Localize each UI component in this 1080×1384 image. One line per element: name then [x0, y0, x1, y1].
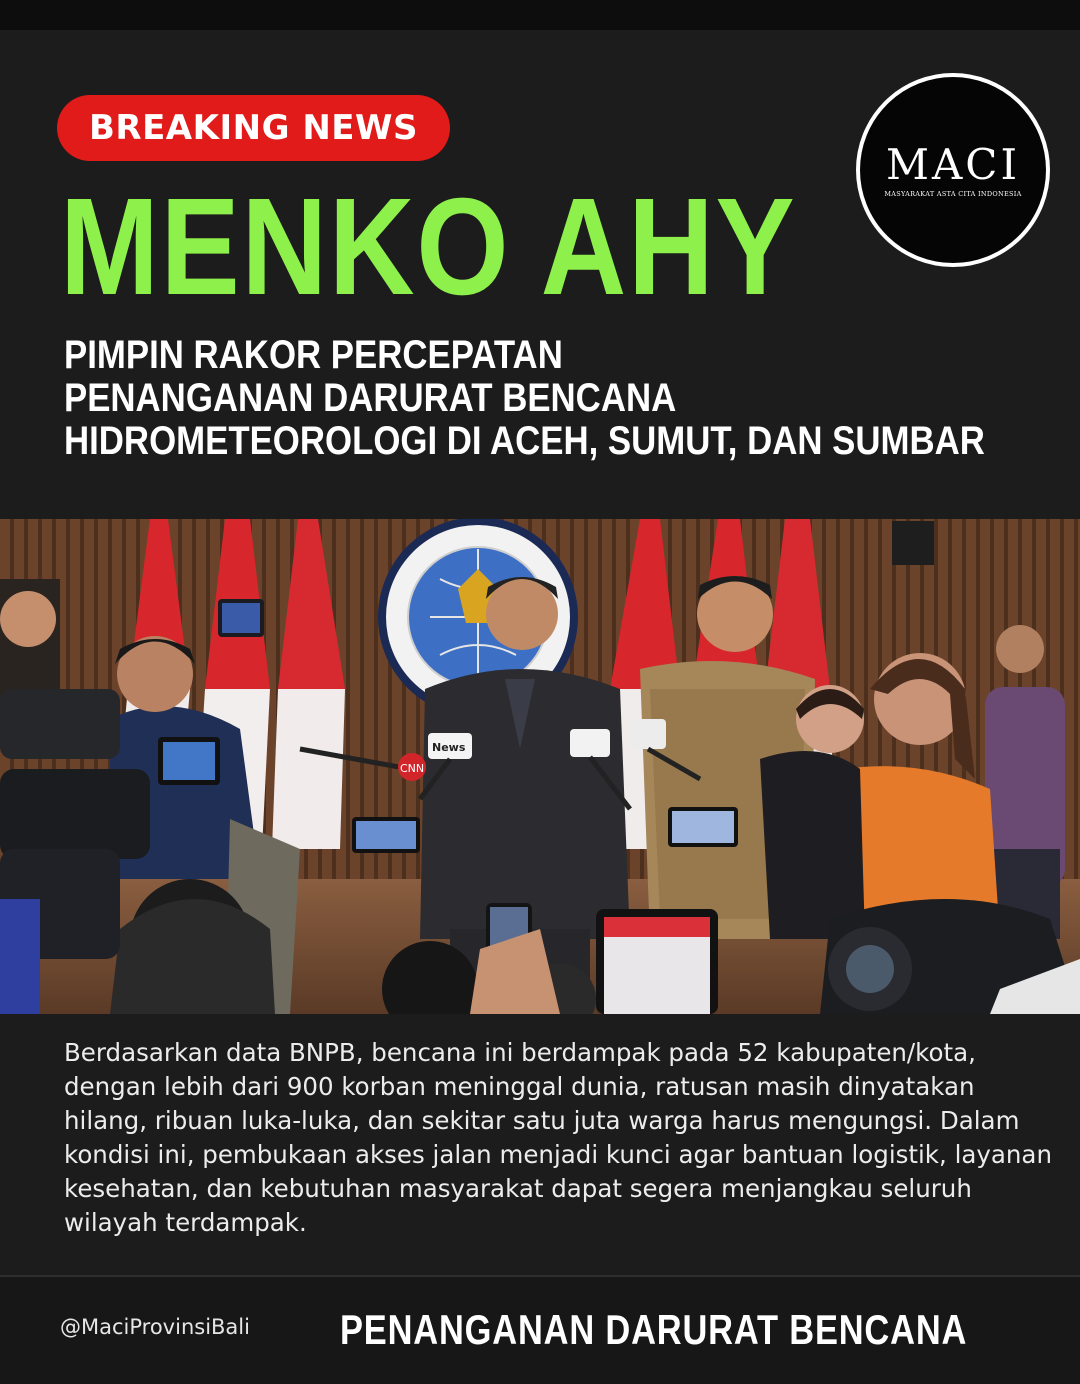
press-conference-photo	[0, 519, 1080, 1014]
social-handle: @MaciProvinsiBali	[60, 1315, 250, 1339]
logo-title: MACI	[885, 139, 1021, 189]
body-paragraph: Berdasarkan data BNPB, bencana ini berdampak pada 52 kabupaten/kota, dengan lebih dari 900 korban meninggal dunia, ratusan masih dinyatakan hilang, ribuan luka-luka, dan sekitar satu juta warga harus mengungsi. Dalam kondisi ini, pembukaan akses jalan menjadi kunci agar bantuan logistik, layanan kesehatan, dan kebutuhan masyarakat dapat segera menjangkau seluruh wilayah terdampak.	[64, 1038, 1052, 1237]
top-bar	[0, 0, 1080, 30]
subheadline-line-2: PENANGANAN DARURAT BENCANA	[64, 376, 677, 420]
subheadline	[64, 333, 985, 463]
mic-label-cnn: CNN	[400, 762, 425, 775]
breaking-news-badge: BREAKING NEWS	[57, 95, 450, 161]
headline: MENKO AHY	[60, 170, 797, 324]
logo-subtitle: MASYARAKAT ASTA CITA INDONESIA	[884, 189, 1022, 198]
subheadline-line-3: HIDROMETEOROLOGI DI ACEH, SUMUT, DAN SUMBAR	[64, 419, 985, 463]
maci-logo	[856, 73, 1050, 267]
footer-title: PENANGANAN DARURAT BENCANA	[340, 1306, 968, 1353]
subheadline-line-1: PIMPIN RAKOR PERCEPATAN	[64, 333, 563, 377]
mic-label-news: News	[432, 741, 466, 754]
